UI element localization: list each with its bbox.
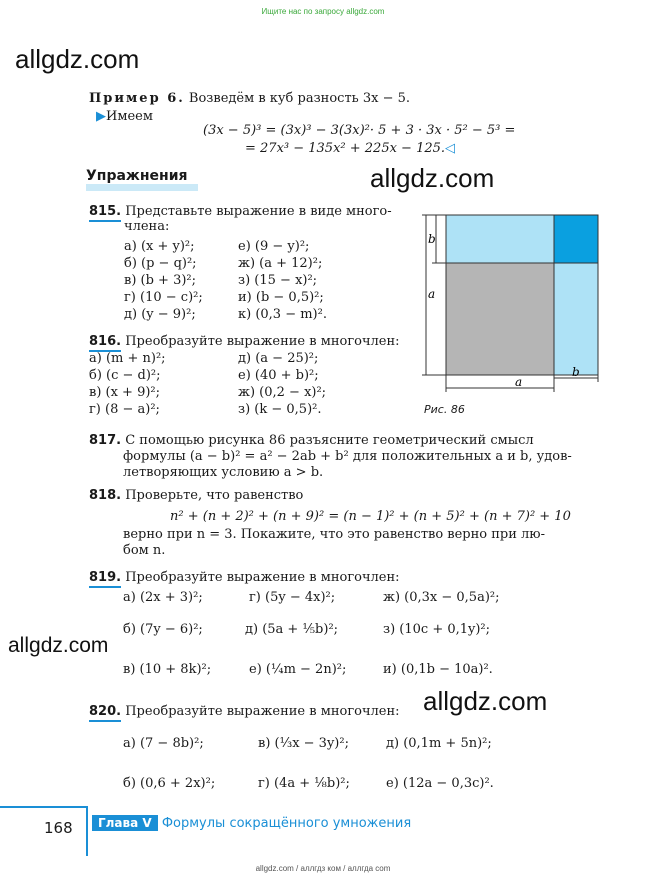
- exercise-815: [89, 204, 392, 219]
- item: ж) (a + 12)²;: [238, 256, 323, 271]
- example-title: Пример 6.: [89, 91, 185, 106]
- exercise-text: Преобразуйте выражение в многочлен:: [125, 570, 400, 585]
- footer-rule: [0, 806, 86, 808]
- label-b-vertical: b: [428, 232, 436, 246]
- item: д) (y − 9)²;: [124, 307, 196, 322]
- exercise-815-col1: [124, 238, 203, 323]
- chapter-badge: Глава V: [92, 815, 158, 831]
- item: з) (10c + 0,1y)²;: [383, 622, 491, 637]
- item: а) (x + y)²;: [124, 239, 195, 254]
- item: а) (7 − 8b)²;: [123, 736, 204, 751]
- watermark: allgdz.com: [423, 686, 548, 716]
- item: г) (5y − 4x)²;: [249, 590, 336, 605]
- exercise-text-cont: члена:: [124, 219, 170, 234]
- page-number: 168: [44, 819, 73, 837]
- section-title: Упражнения: [86, 168, 188, 184]
- exercise-818-cont: [123, 527, 545, 559]
- item: г) (4a + ⅛b)²;: [258, 776, 350, 791]
- chapter-title: Формулы сокращённого умножения: [161, 816, 412, 831]
- item: б) (0,6 + 2x)²;: [123, 776, 216, 791]
- item: а) (2x + 3)²;: [123, 590, 203, 605]
- item: е) (9 − y)²;: [238, 239, 310, 254]
- footer-divider: [86, 806, 88, 856]
- exercise-816-col2: [238, 350, 326, 418]
- item: е) (12a − 0,3c)².: [386, 776, 494, 791]
- rect-gray: [446, 263, 554, 375]
- exercise-number: 818.: [89, 488, 122, 503]
- watermark: allgdz.com: [15, 44, 140, 74]
- example-text: Возведём в куб разность 3x − 5.: [188, 91, 411, 106]
- item: б) (p − q)²;: [124, 256, 197, 271]
- exercise-number: 820.: [89, 704, 121, 722]
- item: ж) (0,3x − 0,5a)²;: [383, 590, 500, 605]
- heading-underline: [86, 184, 198, 191]
- figure-86: [418, 205, 608, 395]
- exercise-text: Проверьте, что равенство: [125, 488, 304, 503]
- exercise-text: Преобразуйте выражение в многочлен:: [125, 704, 400, 719]
- formula-line: = 27x³ − 135x² + 225x − 125.: [245, 141, 446, 156]
- exercise-819: [89, 570, 400, 585]
- end-mark-icon: ◁: [445, 141, 456, 156]
- triangle-icon: ▶: [96, 109, 106, 124]
- exercise-text: С помощью рисунка 86 разъясните геометрический смысл: [125, 433, 534, 448]
- exercise-text: бом n.: [123, 543, 166, 558]
- exercise-816: [89, 334, 400, 349]
- figure-caption: Рис. 86: [424, 403, 465, 416]
- example-formula-1: (3x − 5)³ = (3x)³ − 3(3x)²· 5 + 3 · 3x · 5² − 5³ =: [203, 123, 516, 138]
- item: д) (5a + ⅕b)²;: [245, 622, 339, 637]
- watermark: allgdz.com: [8, 634, 109, 657]
- item: и) (b − 0,5)²;: [238, 290, 324, 305]
- item: и) (0,1b − 10a)².: [383, 662, 493, 677]
- item: г) (8 − a)²;: [89, 402, 160, 417]
- item: ж) (0,2 − x)²;: [238, 385, 327, 400]
- rect-top-left: [446, 215, 554, 263]
- exercise-text: формулы (a − b)² = a² − 2ab + b² для положительных a и b, удов-: [123, 449, 572, 464]
- rect-bottom-right: [554, 263, 598, 375]
- chapter-label: [92, 816, 411, 831]
- exercise-818-formula: n² + (n + 2)² + (n + 9)² = (n − 1)² + (n + 5)² + (n + 7)² + 10: [170, 509, 571, 524]
- exercise-number: 815.: [89, 204, 121, 222]
- exercise-815-col2: [238, 238, 327, 323]
- item: к) (0,3 − m)².: [238, 307, 327, 322]
- example-lead: [96, 109, 153, 124]
- label-a-horizontal: a: [515, 375, 523, 389]
- exercise-text: Представьте выражение в виде много-: [125, 204, 392, 219]
- exercise-820: [89, 704, 400, 719]
- item: а) (m + n)²;: [89, 351, 166, 366]
- example-formula-2: [245, 141, 455, 156]
- example-6: [89, 91, 410, 106]
- item: д) (a − 25)²;: [238, 351, 319, 366]
- item: в) (b + 3)²;: [124, 273, 197, 288]
- label-b-horizontal: b: [572, 365, 580, 379]
- exercise-816-col1: [89, 350, 166, 418]
- item: в) (10 + 8k)²;: [123, 662, 212, 677]
- item: б) (c − d)²;: [89, 368, 161, 383]
- exercise-text: верно при n = 3. Покажите, что это равенство верно при лю-: [123, 527, 546, 542]
- item: з) (k − 0,5)².: [238, 402, 322, 417]
- item: б) (7y − 6)²;: [123, 622, 203, 637]
- bottom-links[interactable]: allgdz.com / аллгдз ком / аллгда com: [255, 864, 391, 873]
- item: в) (⅓x − 3y)²;: [258, 736, 349, 751]
- exercise-817: [89, 433, 572, 481]
- rect-top-right: [554, 215, 598, 263]
- item: е) (¼m − 2n)²;: [249, 662, 347, 677]
- item: в) (x + 9)²;: [89, 385, 161, 400]
- exercise-number: 816.: [89, 334, 121, 352]
- item: з) (15 − x)²;: [238, 273, 318, 288]
- label-a-vertical: a: [428, 287, 436, 301]
- item: г) (10 − c)²;: [124, 290, 203, 305]
- exercise-text: летворяющих условию a > b.: [123, 465, 324, 480]
- section-heading: [86, 168, 198, 191]
- item: д) (0,1m + 5n)²;: [386, 736, 492, 751]
- watermark: allgdz.com: [370, 163, 495, 193]
- item: е) (40 + b)²;: [238, 368, 319, 383]
- lead-text: Имеем: [106, 109, 153, 124]
- exercise-number: 817.: [89, 433, 122, 448]
- exercise-text: Преобразуйте выражение в многочлен:: [125, 334, 400, 349]
- exercise-number: 819.: [89, 570, 121, 588]
- exercise-818: [89, 488, 303, 503]
- search-hint[interactable]: Ищите нас по запросу allgdz.com: [261, 7, 385, 16]
